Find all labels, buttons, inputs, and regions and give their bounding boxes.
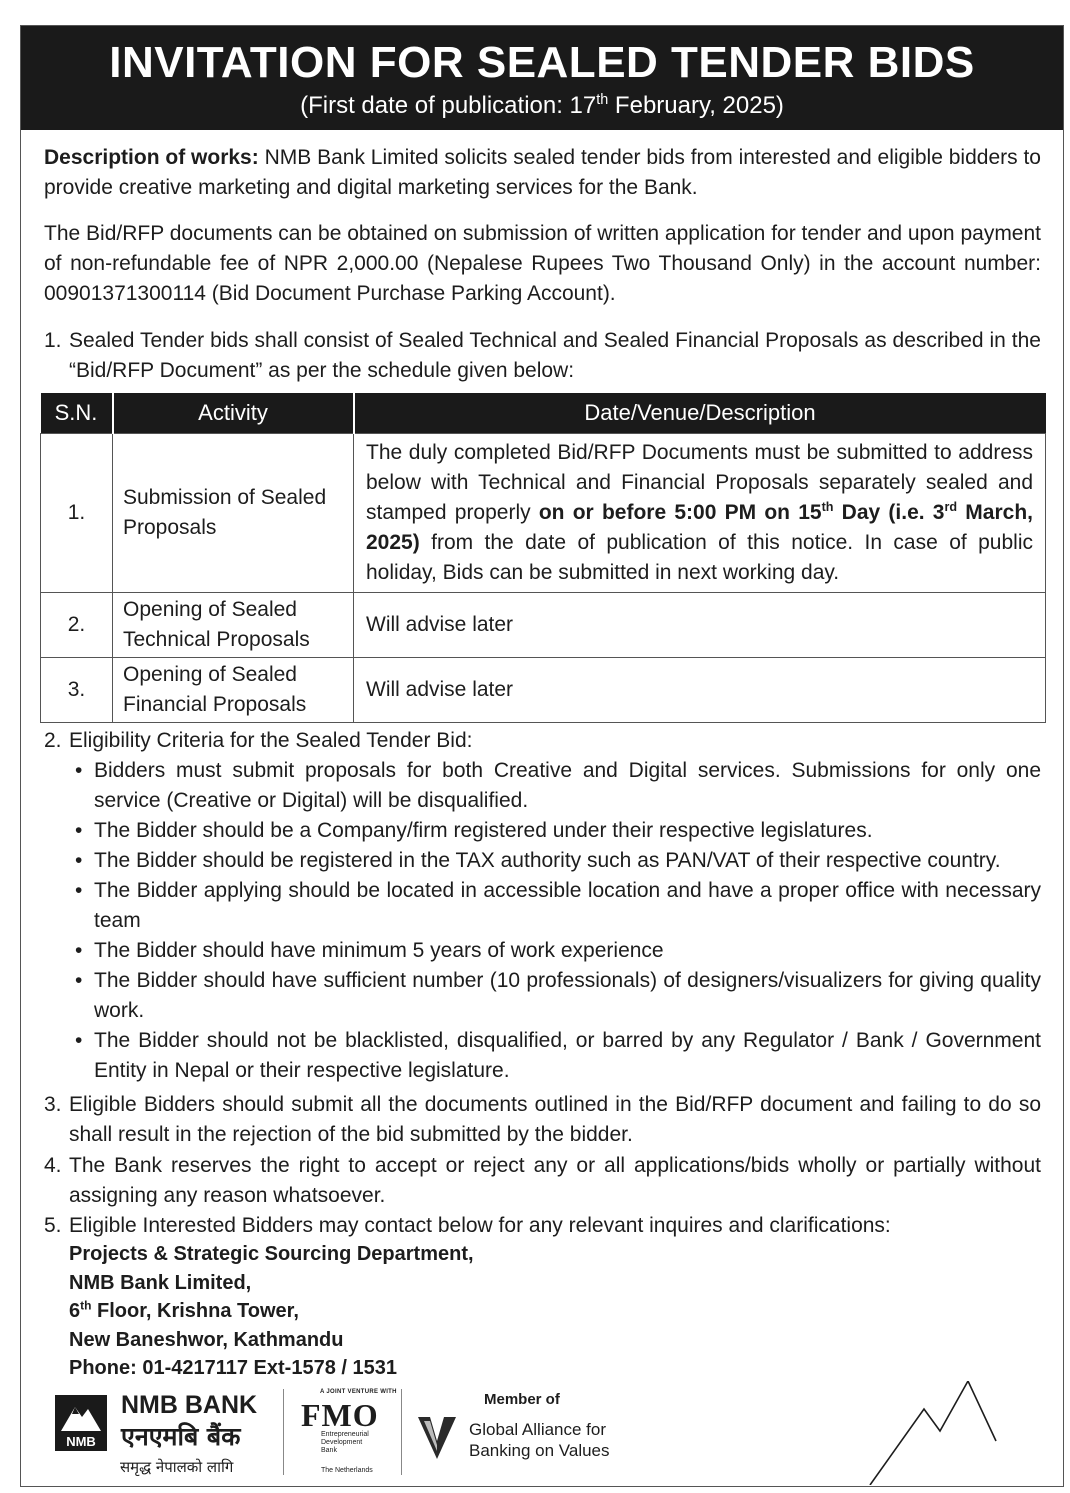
table-row — [41, 434, 1046, 593]
row-activity: Opening of Sealed Technical Proposals — [113, 593, 354, 658]
row-activity: Opening of Sealed Financial Proposals — [113, 658, 354, 723]
nmb-bank-name: NMB BANK — [121, 1391, 258, 1419]
list-item: • The Bidder should not be blacklisted, disqualified, or barred by any Regulator / Bank / Government Entity in Nepal or their respective legislature. — [69, 1026, 1041, 1086]
divider — [401, 1389, 402, 1475]
item-4-number: 4. — [44, 1154, 62, 1177]
divider — [283, 1389, 284, 1475]
footer-logos — [20, 1385, 1064, 1485]
item-1-number: 1. — [44, 329, 62, 352]
row-description: Will advise later — [354, 593, 1046, 658]
row-sn: 3. — [41, 658, 113, 723]
rfp-paragraph: The Bid/RFP documents can be obtained on submission of written application for tender and upon payment of non-refundable fee of NPR 2,000.00 (Nepalese Rupees Two Thousand Only) in the account number: 00901371300114 (Bid Document Purchase Parking Account). — [44, 222, 1041, 305]
row-sn: 1. — [41, 434, 113, 593]
item-1 — [44, 326, 1041, 386]
row-activity: Submission of Sealed Proposals — [113, 434, 354, 593]
item-2-text — [69, 726, 1041, 1086]
eligibility-heading: Eligibility Criteria for the Sealed Tender Bid: — [69, 729, 473, 752]
item-5 — [44, 1211, 1041, 1241]
item-4-text: The Bank reserves the right to accept or reject any or all applications/bids wholly or partially without assigning any reason whatsoever. — [69, 1154, 1041, 1207]
header-description: Date/Venue/Description — [354, 393, 1046, 434]
mountain-outline-icon — [868, 1381, 998, 1485]
item-2-number: 2. — [44, 729, 62, 752]
eligibility-list — [69, 756, 1041, 1086]
nmb-logo — [55, 1395, 107, 1451]
member-of-label: Member of — [484, 1391, 560, 1408]
schedule-table — [40, 393, 1046, 723]
header-activity: Activity — [113, 393, 354, 434]
list-item: • Bidders must submit proposals for both Creative and Digital services. Submissions for only one service (Creative or Digital) will be disqualified. — [69, 756, 1041, 816]
item-3-text: Eligible Bidders should submit all the documents outlined in the Bid/RFP document and failing to do so shall result in the rejection of the bid submitted by the bidder. — [69, 1093, 1041, 1146]
mountain-icon — [55, 1395, 107, 1435]
list-item: • The Bidder should be registered in the TAX authority such as PAN/VAT of their respective country. — [69, 846, 1041, 876]
contact-department: Projects & Strategic Sourcing Department, — [69, 1243, 474, 1265]
notice-header — [21, 26, 1063, 130]
row-sn: 2. — [41, 593, 113, 658]
nmb-bank-name-nepali: एनएमबि बैंक — [121, 1422, 241, 1451]
item-4 — [44, 1151, 1041, 1211]
item-3 — [44, 1090, 1041, 1150]
nmb-logo-label: NMB — [66, 1434, 96, 1449]
publication-date: (First date of publication: 17th February, 2025) — [300, 92, 784, 119]
item-1-text: Sealed Tender bids shall consist of Sealed Technical and Sealed Financial Proposals as described in the “Bid/RFP Document” as per the schedule given below: — [69, 329, 1041, 382]
description-paragraph — [44, 143, 1041, 203]
notice-title: INVITATION FOR SEALED TENDER BIDS — [109, 38, 975, 87]
fmo-country: The Netherlands — [321, 1467, 373, 1474]
item-5-number: 5. — [44, 1214, 62, 1237]
header-sn: S.N. — [41, 393, 113, 434]
item-2 — [44, 726, 1041, 1086]
list-item: • The Bidder should have sufficient number (10 professionals) of designers/visualizers for giving quality work. — [69, 966, 1041, 1026]
item-5-text: Eligible Interested Bidders may contact below for any relevant inquires and clarifications: — [69, 1214, 891, 1237]
description-text: NMB Bank Limited solicits sealed tender bids from interested and eligible bidders to provide creative marketing and digital marketing services for the Bank. — [44, 146, 1041, 199]
list-item: • The Bidder should have minimum 5 years of work experience — [69, 936, 1041, 966]
contact-block — [69, 1240, 474, 1383]
row-description: The duly completed Bid/RFP Documents must be submitted to address below with Technical and Financial Proposals separately sealed and stamped properly on or before 5:00 PM on 15th Day (i.e. 3rd March, 2025) from the date of publication of this notice. In case of public holiday, Bids can be submitted in next working day. — [354, 434, 1046, 593]
fmo-joint-venture: A JOINT VENTURE WITH — [320, 1389, 397, 1395]
contact-bank: NMB Bank Limited, — [69, 1271, 252, 1294]
fmo-subtitle: Entrepreneurial Development Bank — [321, 1431, 369, 1454]
item-3-number: 3. — [44, 1093, 62, 1116]
table-row — [41, 593, 1046, 658]
row-description: Will advise later — [354, 658, 1046, 723]
list-item: • The Bidder applying should be located in accessible location and have a proper office with necessary team — [69, 876, 1041, 936]
gabv-logo-icon — [416, 1411, 458, 1461]
description-label: Description of works: — [44, 146, 259, 169]
table-header-row — [41, 393, 1046, 434]
nmb-tagline: समृद्ध नेपालको लागि — [120, 1458, 234, 1476]
gabv-name: Global Alliance for Banking on Values — [469, 1420, 610, 1460]
contact-floor: 6th Floor, Krishna Tower, — [69, 1298, 299, 1322]
contact-phone: Phone: 01-4217117 Ext-1578 / 1531 — [69, 1357, 397, 1379]
contact-area: New Baneshwor, Kathmandu — [69, 1328, 344, 1351]
list-item: • The Bidder should be a Company/firm registered under their respective legislatures. — [69, 816, 1041, 846]
fmo-logo: FMO — [301, 1397, 379, 1433]
table-row — [41, 658, 1046, 723]
